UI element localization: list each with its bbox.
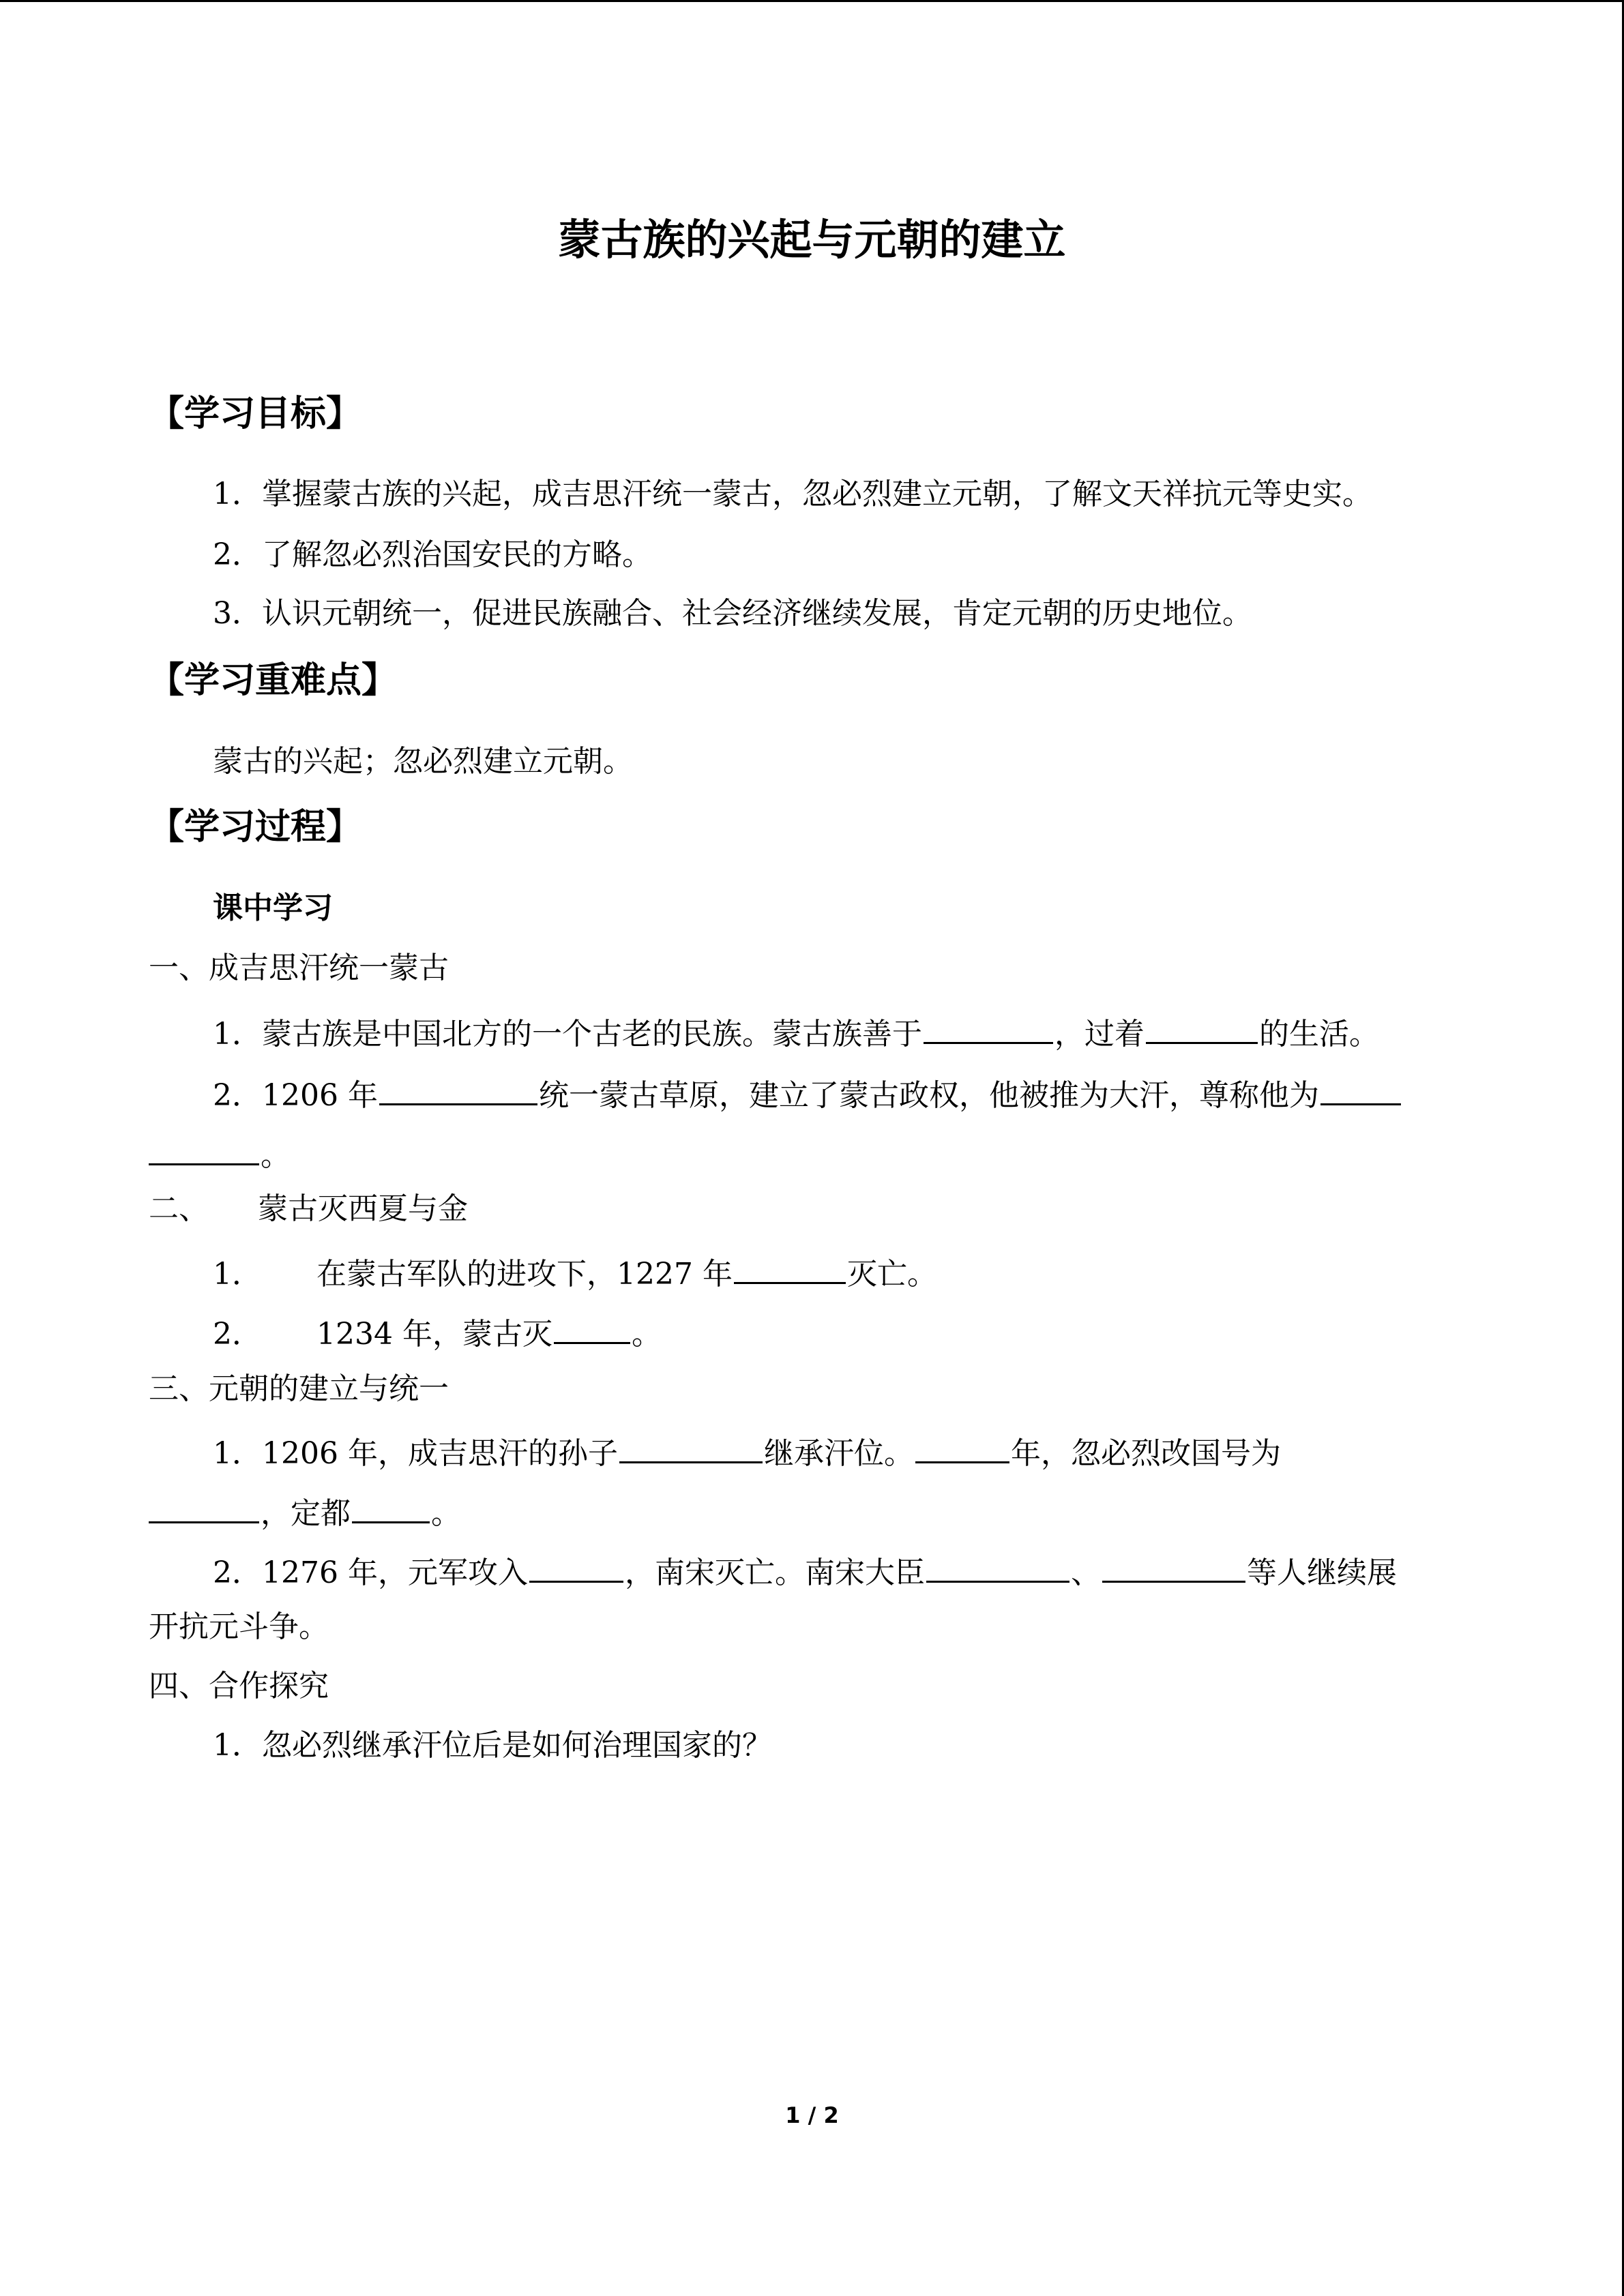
part1-q2-text-b: 统一蒙古草原，建立了蒙古政权，他被推为大汗，尊称他为 <box>538 1078 1319 1113</box>
part2-q1-text-b: 灭亡。 <box>846 1257 937 1292</box>
answer-blank[interactable] <box>926 1547 1069 1583</box>
page-title: 蒙古族的兴起与元朝的建立 <box>558 215 1066 265</box>
part4-question-1: 1．忽必烈继承汗位后是如何治理国家的？ <box>213 1728 772 1763</box>
part3-question-2-continued: 开抗元斗争。 <box>149 1609 329 1644</box>
in-class-label: 课中学习 <box>213 891 333 925</box>
heading-process: 【学习过程】 <box>149 807 362 848</box>
part3-q1-text-c: 年，忽必烈改国号为 <box>1010 1436 1281 1471</box>
part3-heading: 三、元朝的建立与统一 <box>149 1371 449 1406</box>
answer-blank[interactable] <box>924 1008 1053 1044</box>
objective-2: 2．了解忽必烈治国安民的方略。 <box>213 537 652 572</box>
key-points-text: 蒙古的兴起；忽必烈建立元朝。 <box>213 744 633 779</box>
answer-blank[interactable] <box>1146 1008 1258 1044</box>
answer-blank[interactable] <box>619 1427 763 1463</box>
answer-blank[interactable] <box>149 1487 259 1523</box>
part1-heading: 一、成吉思汗统一蒙古 <box>149 951 449 985</box>
part1-q1-text-b: ，过着 <box>1054 1017 1145 1052</box>
answer-blank[interactable] <box>734 1248 846 1284</box>
part1-q1-text-c: 的生活。 <box>1259 1017 1379 1052</box>
part3-q1-text-d: ，定都 <box>261 1496 351 1531</box>
part3-q2-text-d: 等人继续展 <box>1246 1555 1397 1590</box>
answer-blank[interactable] <box>1320 1069 1401 1105</box>
part2-q2-text-a: 1234 年，蒙古灭 <box>316 1317 552 1352</box>
answer-blank[interactable] <box>529 1547 623 1583</box>
answer-blank[interactable] <box>352 1487 430 1523</box>
part1-q2-text-a: 2．1206 年 <box>213 1078 378 1113</box>
heading-key-points: 【学习重难点】 <box>149 660 398 701</box>
page-number: 1 / 2 <box>785 2102 839 2128</box>
part1-question-2-continued <box>149 1129 291 1178</box>
answer-blank[interactable] <box>554 1308 630 1344</box>
part3-question-1-continued <box>149 1487 461 1536</box>
part2-q2-num: 2． <box>213 1317 262 1352</box>
part2-question-1 <box>213 1248 937 1296</box>
part3-question-2 <box>213 1547 1397 1595</box>
part3-q1-text-a: 1．1206 年，成吉思汗的孙子 <box>213 1436 618 1471</box>
part2-q2-text-b: 。 <box>631 1317 662 1352</box>
answer-blank[interactable] <box>149 1129 259 1165</box>
objective-3: 3．认识元朝统一，促进民族融合、社会经济继续发展，肯定元朝的历史地位。 <box>213 596 1252 631</box>
part4-heading: 四、合作探究 <box>149 1669 329 1703</box>
objective-1: 1．掌握蒙古族的兴起，成吉思汗统一蒙古，忽必烈建立元朝，了解文天祥抗元等史实。 <box>213 477 1372 511</box>
part3-q1-text-b: 继承汗位。 <box>763 1436 914 1471</box>
part1-q2-end: 。 <box>261 1138 291 1173</box>
heading-objectives: 【学习目标】 <box>149 393 362 434</box>
part2-q1-num: 1． <box>213 1257 262 1292</box>
part2-heading-num: 二、 <box>149 1191 209 1226</box>
answer-blank[interactable] <box>379 1069 537 1105</box>
part1-question-2 <box>213 1069 1402 1118</box>
answer-blank[interactable] <box>915 1427 1009 1463</box>
part2-question-2 <box>213 1308 662 1356</box>
part3-q1-text-e: 。 <box>431 1496 461 1531</box>
part3-q2-text-b: ，南宋灭亡。南宋大臣 <box>624 1555 925 1590</box>
part1-q1-text-a: 1．蒙古族是中国北方的一个古老的民族。蒙古族善于 <box>213 1017 922 1052</box>
part1-question-1 <box>213 1008 1379 1056</box>
part3-q2-text-a: 2．1276 年，元军攻入 <box>213 1555 528 1590</box>
part3-question-1 <box>213 1427 1281 1476</box>
part2-q1-text-a: 在蒙古军队的进攻下，1227 年 <box>316 1257 733 1292</box>
part2-heading-text: 蒙古灭西夏与金 <box>258 1191 468 1226</box>
answer-blank[interactable] <box>1102 1547 1245 1583</box>
part3-q2-text-c: 、 <box>1070 1555 1101 1590</box>
part2-heading <box>149 1187 468 1231</box>
